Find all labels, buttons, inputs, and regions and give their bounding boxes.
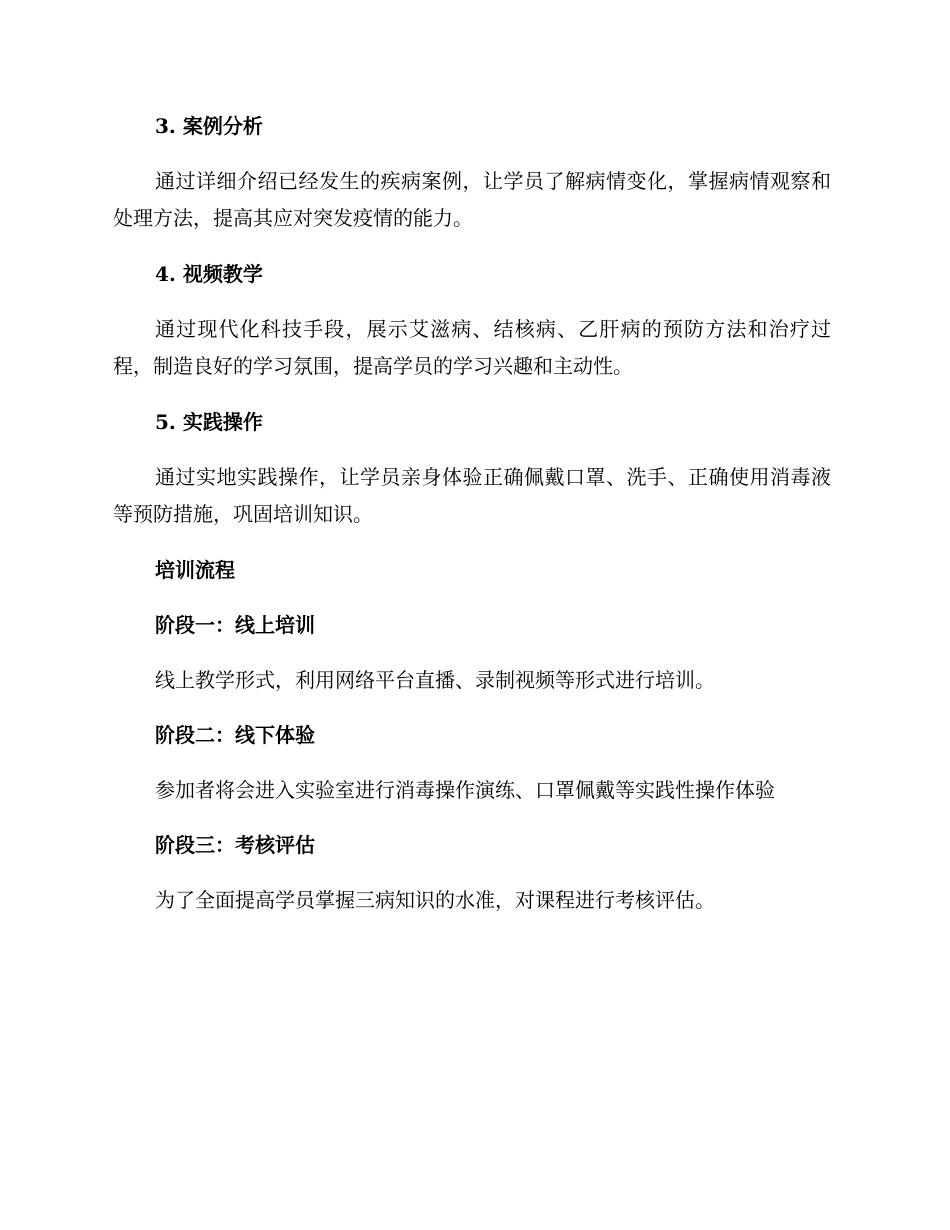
section-heading-video-teaching: 4. 视频教学	[155, 262, 263, 286]
stage-body-assessment: 为了全面提高学员掌握三病知识的水准，对课程进行考核评估。	[155, 888, 715, 912]
process-title: 培训流程	[155, 558, 235, 582]
stage-heading-assessment: 阶段三：考核评估	[155, 833, 315, 857]
stage-body-online: 线上教学形式，利用网络平台直播、录制视频等形式进行培训。	[155, 668, 715, 692]
document-content	[113, 108, 831, 937]
stage-heading-online: 阶段一：线上培训	[155, 613, 315, 637]
section-body-practice: 通过实地实践操作，让学员亲身体验正确佩戴口罩、洗手、正确使用消毒液等预防措施，巩固培训知识。	[113, 465, 831, 526]
stage-heading-offline: 阶段二：线下体验	[155, 723, 315, 747]
stage-body-offline: 参加者将会进入实验室进行消毒操作演练、口罩佩戴等实践性操作体验	[155, 778, 775, 802]
section-body-video-teaching: 通过现代化科技手段，展示艾滋病、结核病、乙肝病的预防方法和治疗过程，制造良好的学习氛围，提高学员的学习兴趣和主动性。	[113, 317, 831, 378]
section-heading-case-analysis: 3. 案例分析	[155, 114, 263, 138]
section-body-case-analysis: 通过详细介绍已经发生的疾病案例，让学员了解病情变化，掌握病情观察和处理方法，提高其应对突发疫情的能力。	[113, 169, 831, 230]
section-heading-practice: 5. 实践操作	[155, 410, 263, 434]
